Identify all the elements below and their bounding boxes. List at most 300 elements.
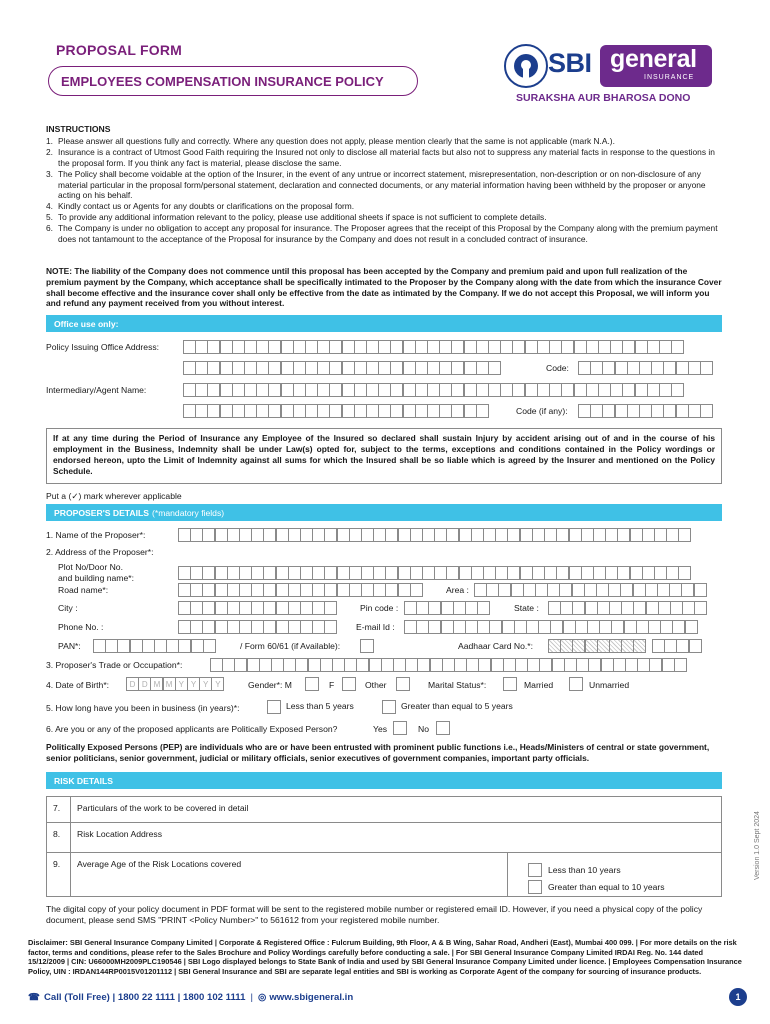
char-box[interactable] [584,583,597,597]
char-box[interactable] [215,566,228,580]
char-box[interactable] [202,583,215,597]
char-box[interactable] [647,340,660,354]
char-box[interactable] [366,404,379,418]
char-box[interactable] [288,601,301,615]
char-box[interactable] [251,566,264,580]
char-box[interactable] [694,583,707,597]
char-box[interactable] [597,639,610,653]
trade-field[interactable] [210,658,686,672]
char-box[interactable] [633,583,646,597]
char-box[interactable] [676,404,689,418]
char-box[interactable] [342,340,355,354]
char-box[interactable] [210,658,223,672]
char-box[interactable] [293,383,306,397]
char-box[interactable] [293,340,306,354]
char-box[interactable] [649,658,662,672]
char-box[interactable] [430,658,443,672]
char-box[interactable] [574,340,587,354]
toll-free-numbers[interactable]: Call (Toll Free) | 1800 22 1111 | 1800 102 1111 [43,992,246,1003]
char-box[interactable] [520,566,533,580]
char-box[interactable] [451,404,464,418]
char-box[interactable] [332,658,345,672]
char-box[interactable] [398,566,411,580]
char-box[interactable] [465,620,478,634]
char-box[interactable] [439,361,452,375]
char-box[interactable] [441,620,454,634]
char-box[interactable] [446,528,459,542]
char-box[interactable] [586,340,599,354]
area-field[interactable] [474,583,706,597]
char-box[interactable] [390,340,403,354]
char-box[interactable] [281,404,294,418]
char-box[interactable] [190,583,203,597]
char-box[interactable] [586,383,599,397]
char-box[interactable] [329,383,342,397]
char-box[interactable] [354,361,367,375]
char-box[interactable] [500,340,513,354]
char-box[interactable] [256,404,269,418]
char-box[interactable] [620,583,633,597]
char-box[interactable] [556,528,569,542]
char-box[interactable] [191,639,204,653]
char-box[interactable] [410,566,423,580]
char-box[interactable] [256,383,269,397]
char-box[interactable] [215,620,228,634]
char-box[interactable] [342,361,355,375]
char-box[interactable] [373,566,386,580]
char-box[interactable] [549,383,562,397]
char-box[interactable] [232,340,245,354]
char-box[interactable] [550,620,563,634]
char-box[interactable] [523,583,536,597]
char-box[interactable] [672,620,685,634]
char-box[interactable] [610,383,623,397]
char-box[interactable] [454,658,467,672]
char-box[interactable] [329,404,342,418]
char-box[interactable] [639,361,652,375]
char-box[interactable] [569,566,582,580]
char-box[interactable] [572,583,585,597]
char-box[interactable] [459,566,472,580]
char-box[interactable] [556,566,569,580]
char-box[interactable] [660,620,673,634]
char-box[interactable] [178,639,191,653]
char-box[interactable] [263,566,276,580]
char-box[interactable] [671,340,684,354]
phone-field[interactable] [178,620,337,634]
char-box[interactable] [590,361,603,375]
char-box[interactable] [622,340,635,354]
char-box[interactable] [404,601,417,615]
pep-yes-checkbox[interactable] [393,721,407,735]
char-box[interactable] [639,404,652,418]
char-box[interactable] [574,383,587,397]
char-box[interactable] [324,583,337,597]
char-box[interactable] [441,601,454,615]
dob-char-box[interactable]: Y [187,677,200,691]
char-box[interactable] [337,583,350,597]
char-box[interactable] [678,566,691,580]
char-box[interactable] [635,383,648,397]
char-box[interactable] [263,620,276,634]
char-box[interactable] [405,658,418,672]
char-box[interactable] [611,620,624,634]
char-box[interactable] [483,566,496,580]
char-box[interactable] [232,361,245,375]
form60-checkbox[interactable] [360,639,374,653]
char-box[interactable] [647,383,660,397]
char-box[interactable] [428,601,441,615]
char-box[interactable] [190,566,203,580]
char-box[interactable] [669,583,682,597]
char-box[interactable] [317,383,330,397]
char-box[interactable] [613,658,626,672]
char-box[interactable] [451,383,464,397]
char-box[interactable] [207,404,220,418]
char-box[interactable] [361,566,374,580]
char-box[interactable] [659,340,672,354]
char-box[interactable] [378,340,391,354]
char-box[interactable] [305,361,318,375]
char-box[interactable] [324,528,337,542]
char-box[interactable] [227,601,240,615]
agent-code-field[interactable] [578,404,712,418]
char-box[interactable] [178,583,191,597]
char-box[interactable] [651,361,664,375]
char-box[interactable] [500,383,513,397]
char-box[interactable] [544,566,557,580]
char-box[interactable] [627,404,640,418]
char-box[interactable] [451,340,464,354]
char-box[interactable] [664,639,677,653]
char-box[interactable] [578,361,591,375]
char-box[interactable] [178,601,191,615]
char-box[interactable] [222,658,235,672]
married-checkbox[interactable] [503,677,517,691]
char-box[interactable] [525,383,538,397]
char-box[interactable] [178,528,191,542]
pin-code-field[interactable] [404,601,489,615]
char-box[interactable] [590,404,603,418]
char-box[interactable] [232,383,245,397]
char-box[interactable] [694,601,707,615]
char-box[interactable] [535,583,548,597]
char-box[interactable] [601,658,614,672]
char-box[interactable] [381,658,394,672]
char-box[interactable] [495,528,508,542]
char-box[interactable] [207,383,220,397]
char-box[interactable] [635,340,648,354]
char-box[interactable] [293,361,306,375]
char-box[interactable] [324,566,337,580]
char-box[interactable] [564,658,577,672]
char-box[interactable] [560,639,573,653]
char-box[interactable] [105,639,118,653]
char-box[interactable] [625,658,638,672]
char-box[interactable] [700,404,713,418]
char-box[interactable] [244,404,257,418]
char-box[interactable] [390,404,403,418]
char-box[interactable] [281,383,294,397]
char-box[interactable] [195,383,208,397]
char-box[interactable] [428,620,441,634]
char-box[interactable] [259,658,272,672]
char-box[interactable] [648,620,661,634]
char-box[interactable] [486,583,499,597]
char-box[interactable] [439,340,452,354]
char-box[interactable] [288,566,301,580]
char-box[interactable] [446,566,459,580]
char-box[interactable] [239,601,252,615]
char-box[interactable] [337,528,350,542]
city-field[interactable] [178,601,337,615]
char-box[interactable] [268,383,281,397]
char-box[interactable] [232,404,245,418]
char-box[interactable] [488,383,501,397]
char-box[interactable] [476,340,489,354]
website-link[interactable]: www.sbigeneral.in [269,992,354,1003]
char-box[interactable] [195,361,208,375]
char-box[interactable] [117,639,130,653]
char-box[interactable] [337,566,350,580]
gender-other-checkbox[interactable] [396,677,410,691]
char-box[interactable] [646,601,659,615]
char-box[interactable] [227,583,240,597]
char-box[interactable] [453,620,466,634]
char-box[interactable] [602,404,615,418]
char-box[interactable] [410,528,423,542]
char-box[interactable] [593,566,606,580]
char-box[interactable] [154,639,167,653]
char-box[interactable] [587,620,600,634]
less10-checkbox[interactable] [528,863,542,877]
char-box[interactable] [549,340,562,354]
char-box[interactable] [532,528,545,542]
char-box[interactable] [678,528,691,542]
char-box[interactable] [354,404,367,418]
char-box[interactable] [427,404,440,418]
char-box[interactable] [464,404,477,418]
char-box[interactable] [356,658,369,672]
char-box[interactable] [142,639,155,653]
char-box[interactable] [281,361,294,375]
agent-name-field-1[interactable] [183,383,683,397]
dob-field[interactable] [126,677,224,691]
char-box[interactable] [251,601,264,615]
char-box[interactable] [439,383,452,397]
plot-building-field[interactable] [178,566,691,580]
char-box[interactable] [300,620,313,634]
char-box[interactable] [548,639,561,653]
char-box[interactable] [464,361,477,375]
char-box[interactable] [459,528,472,542]
char-box[interactable] [329,361,342,375]
char-box[interactable] [329,340,342,354]
char-box[interactable] [288,620,301,634]
char-box[interactable] [581,566,594,580]
dob-char-box[interactable]: M [163,677,176,691]
char-box[interactable] [464,340,477,354]
char-box[interactable] [622,383,635,397]
char-box[interactable] [609,639,622,653]
char-box[interactable] [369,658,382,672]
char-box[interactable] [300,601,313,615]
char-box[interactable] [251,528,264,542]
char-box[interactable] [300,566,313,580]
char-box[interactable] [674,658,687,672]
greater10-checkbox[interactable] [528,880,542,894]
char-box[interactable] [373,528,386,542]
char-box[interactable] [293,404,306,418]
char-box[interactable] [417,658,430,672]
char-box[interactable] [563,620,576,634]
char-box[interactable] [390,383,403,397]
char-box[interactable] [220,340,233,354]
char-box[interactable] [247,658,260,672]
dob-char-box[interactable]: Y [211,677,224,691]
char-box[interactable] [342,404,355,418]
char-box[interactable] [453,601,466,615]
char-box[interactable] [637,658,650,672]
char-box[interactable] [477,620,490,634]
char-box[interactable] [495,566,508,580]
char-box[interactable] [498,583,511,597]
char-box[interactable] [617,528,630,542]
char-box[interactable] [373,583,386,597]
char-box[interactable] [263,528,276,542]
char-box[interactable] [561,340,574,354]
char-box[interactable] [572,639,585,653]
char-box[interactable] [256,340,269,354]
char-box[interactable] [502,620,515,634]
char-box[interactable] [288,583,301,597]
char-box[interactable] [244,383,257,397]
char-box[interactable] [666,528,679,542]
char-box[interactable] [276,566,289,580]
char-box[interactable] [520,528,533,542]
char-box[interactable] [93,639,106,653]
char-box[interactable] [202,601,215,615]
char-box[interactable] [366,340,379,354]
char-box[interactable] [598,383,611,397]
policy-office-address-field-1[interactable] [183,340,683,354]
char-box[interactable] [572,601,585,615]
char-box[interactable] [671,383,684,397]
char-box[interactable] [597,601,610,615]
char-box[interactable] [507,566,520,580]
pep-no-checkbox[interactable] [436,721,450,735]
dob-char-box[interactable]: D [126,677,139,691]
char-box[interactable] [657,583,670,597]
char-box[interactable] [415,361,428,375]
char-box[interactable] [398,583,411,597]
char-box[interactable] [183,383,196,397]
char-box[interactable] [575,620,588,634]
char-box[interactable] [295,658,308,672]
char-box[interactable] [465,601,478,615]
char-box[interactable] [263,583,276,597]
char-box[interactable] [624,620,637,634]
char-box[interactable] [578,404,591,418]
char-box[interactable] [514,620,527,634]
char-box[interactable] [636,620,649,634]
char-box[interactable] [538,620,551,634]
char-box[interactable] [689,639,702,653]
dob-char-box[interactable]: M [150,677,163,691]
char-box[interactable] [344,658,357,672]
char-box[interactable] [560,601,573,615]
char-box[interactable] [415,340,428,354]
char-box[interactable] [317,404,330,418]
char-box[interactable] [539,658,552,672]
char-box[interactable] [305,404,318,418]
char-box[interactable] [515,658,528,672]
char-box[interactable] [503,658,516,672]
char-box[interactable] [511,583,524,597]
char-box[interactable] [654,566,667,580]
char-box[interactable] [630,566,643,580]
char-box[interactable] [615,361,628,375]
char-box[interactable] [593,528,606,542]
char-box[interactable] [324,601,337,615]
char-box[interactable] [525,340,538,354]
char-box[interactable] [585,639,598,653]
char-box[interactable] [642,566,655,580]
less5-checkbox[interactable] [267,700,281,714]
char-box[interactable] [663,404,676,418]
char-box[interactable] [654,528,667,542]
char-box[interactable] [227,528,240,542]
greater5-checkbox[interactable] [382,700,396,714]
char-box[interactable] [422,528,435,542]
char-box[interactable] [342,383,355,397]
char-box[interactable] [403,404,416,418]
char-box[interactable] [682,601,695,615]
char-box[interactable] [532,566,545,580]
char-box[interactable] [476,383,489,397]
char-box[interactable] [227,620,240,634]
char-box[interactable] [403,361,416,375]
char-box[interactable] [478,658,491,672]
char-box[interactable] [202,528,215,542]
char-box[interactable] [488,361,501,375]
proposer-name-field[interactable] [178,528,691,542]
char-box[interactable] [366,361,379,375]
char-box[interactable] [251,620,264,634]
char-box[interactable] [276,601,289,615]
char-box[interactable] [605,566,618,580]
char-box[interactable] [268,340,281,354]
char-box[interactable] [215,583,228,597]
char-box[interactable] [615,404,628,418]
char-box[interactable] [569,528,582,542]
char-box[interactable] [220,383,233,397]
state-field[interactable] [548,601,707,615]
char-box[interactable] [308,658,321,672]
char-box[interactable] [512,340,525,354]
char-box[interactable] [305,340,318,354]
char-box[interactable] [608,583,621,597]
char-box[interactable] [361,583,374,597]
char-box[interactable] [178,566,191,580]
char-box[interactable] [220,404,233,418]
char-box[interactable] [305,383,318,397]
char-box[interactable] [621,639,634,653]
char-box[interactable] [312,583,325,597]
char-box[interactable] [263,601,276,615]
char-box[interactable] [427,383,440,397]
char-box[interactable] [474,583,487,597]
